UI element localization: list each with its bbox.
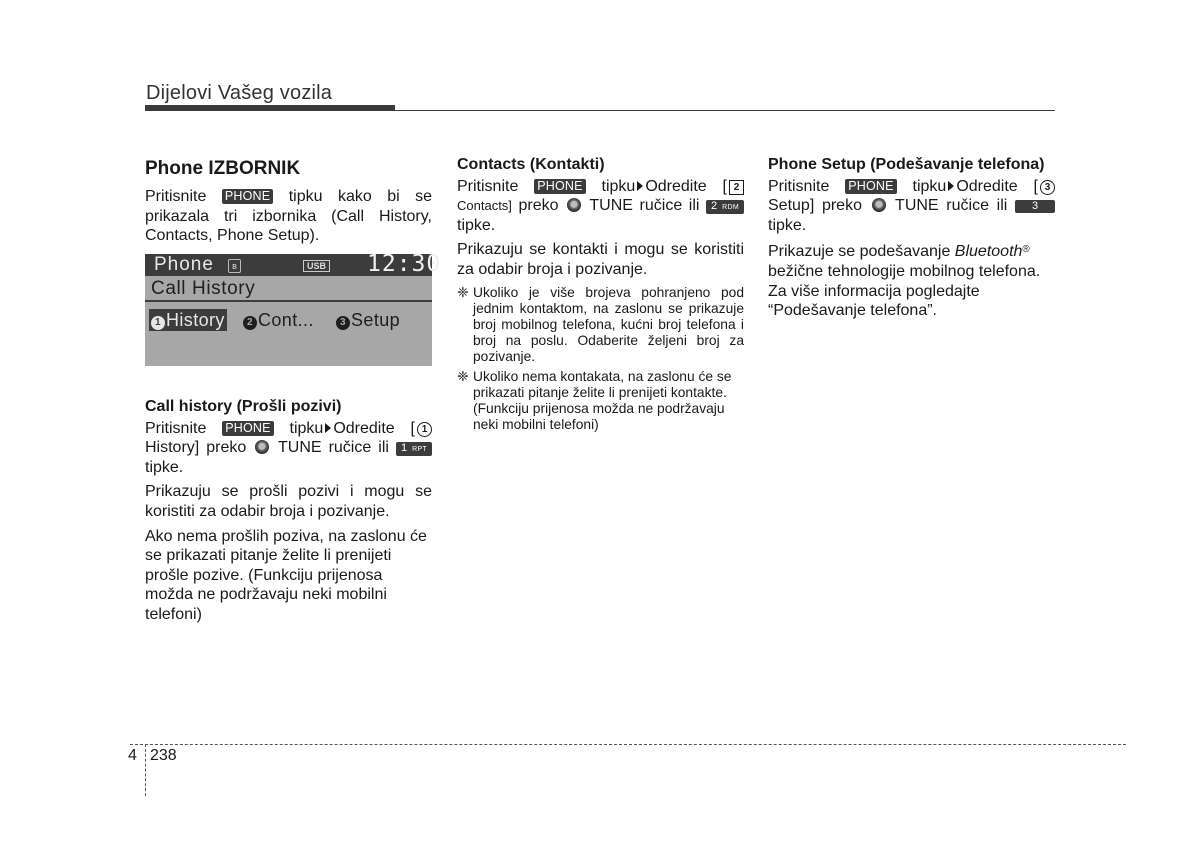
number-1-icon: 1 <box>151 316 165 330</box>
footer-rule <box>130 744 1126 745</box>
tune-knob-icon <box>255 440 269 454</box>
phone-key-icon: PHONE <box>222 189 273 204</box>
footer-divider <box>145 744 146 796</box>
number-2-circle-icon: 2 <box>729 180 744 195</box>
header-rule-thin <box>395 110 1055 111</box>
usb-icon: USB <box>303 260 330 272</box>
note-marker-icon: ❈ <box>457 284 469 300</box>
phone-key-icon: PHONE <box>534 179 585 194</box>
button-2-rdm-icon: 2 RDM <box>706 200 744 214</box>
bluetooth-icon: ʙ <box>228 259 241 273</box>
number-3-circle-icon: 3 <box>1040 180 1055 195</box>
button-1-rpt-icon: 1 RPT <box>396 442 432 456</box>
arrow-right-icon <box>325 423 331 433</box>
display-menu-setup: 3 Setup <box>336 309 400 331</box>
paragraph-call-usage: Prikazuju se prošli pozivi i mogu se koristiti za odabir broja i pozivanje. <box>145 483 432 520</box>
column-contacts <box>457 155 744 437</box>
head-unit-display <box>145 251 442 366</box>
button-3-icon: 3 <box>1015 200 1055 213</box>
heading-contacts: Contacts (Kontakti) <box>457 156 605 173</box>
number-3-icon: 3 <box>336 316 350 330</box>
page-number: 238 <box>150 747 177 764</box>
tune-knob-icon <box>567 198 581 212</box>
column-phone-menu <box>145 155 432 251</box>
display-title: Phone <box>154 254 214 275</box>
paragraph-intro: Pritisnite PHONE tipku kako bi se prikazala tri izbornika (Call History, Contacts, Phone Setup). <box>145 188 432 245</box>
section-call-history <box>145 397 432 630</box>
paragraph-setup-info: Prikazuje se podešavanje Bluetooth® bežične tehnologije mobilnog telefona. Za više informacija pogledajte “Podešavanje telefona”. <box>768 243 1041 320</box>
section-title: Dijelovi Vašeg vozila <box>146 82 333 104</box>
display-clock: 12:30 <box>367 251 442 277</box>
note-marker-icon: ❈ <box>457 368 469 384</box>
tune-knob-icon <box>872 198 886 212</box>
note-multiple-numbers: ❈ Ukoliko je više brojeva pohranjeno pod jednim kontaktom, na zaslonu se prikazuje broj mobilnog telefona, kućni broj telefona i broj na poslu. Odaberite željeni broj za pozivanje. <box>457 284 744 364</box>
arrow-right-icon <box>948 181 954 191</box>
paragraph-contacts-steps: Pritisnite PHONE tipku Odredite [ 2 Contacts] preko TUNE ručice ili 2 RDM tipke. <box>457 177 744 236</box>
display-menu-contacts: 2 Cont... <box>243 309 314 331</box>
paragraph-contacts-usage: Prikazuju se kontakti i mogu se koristiti za odabir broja i pozivanje. <box>457 241 744 278</box>
header-rule-thick <box>145 105 395 111</box>
number-2-icon: 2 <box>243 316 257 330</box>
number-1-circle-icon: 1 <box>417 422 432 437</box>
column-phone-setup <box>768 155 1055 326</box>
phone-key-icon: PHONE <box>845 179 896 194</box>
note-no-contacts: ❈ Ukoliko nema kontakata, na zaslonu će se prikazati pitanje želite li prenijeti kontakte. (Funkciju prijenosa možda ne podržavaju neki mobilni telefoni) <box>457 368 732 432</box>
heading-phone-setup: Phone Setup (Podešavanje telefona) <box>768 156 1045 173</box>
display-menu-history: 1 History <box>149 309 227 331</box>
paragraph-setup-steps: Pritisnite PHONE tipku Odredite [ 3 Setup] preko TUNE ručice ili 3 tipke. <box>768 177 1055 236</box>
phone-key-icon: PHONE <box>222 421 273 436</box>
arrow-right-icon <box>637 181 643 191</box>
heading-call-history: Call history (Prošli pozivi) <box>145 398 342 415</box>
display-divider <box>145 300 432 302</box>
chapter-number: 4 <box>128 747 137 764</box>
paragraph-call-empty: Ako nema prošlih poziva, na zaslonu će se prikazati pitanje želite li prenijeti prošle pozive. (Funkciju prijenosa možda ne podržavaju neki mobilni telefoni) <box>145 527 427 623</box>
display-subtitle: Call History <box>151 278 256 299</box>
heading-phone-menu: Phone IZBORNIK <box>145 158 301 179</box>
paragraph-call-steps: Pritisnite PHONE tipku Odredite [ 1 History] preko TUNE ručice ili 1 RPT tipke. <box>145 419 432 478</box>
